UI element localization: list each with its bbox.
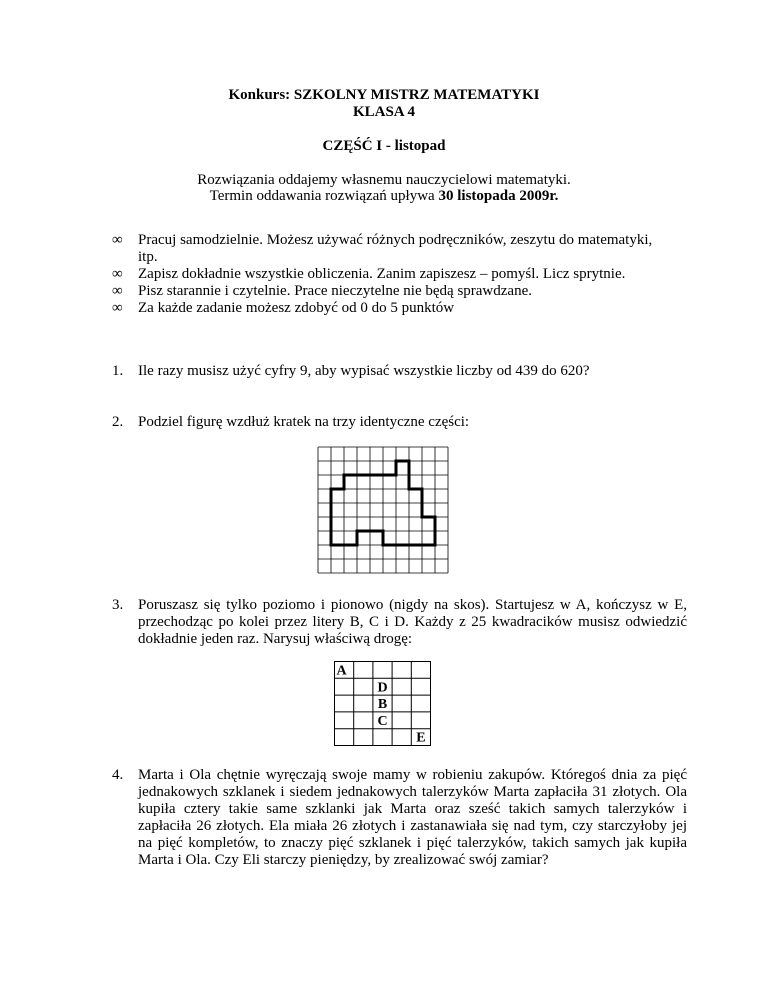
grid-letter-d: D [377,680,388,696]
task-number: 3. [112,597,124,613]
rule-text: Pracuj samodzielnie. Możesz używać różnych podręczników, zeszytu do matematyki, [138,232,653,248]
class-title: KLASA 4 [352,104,416,120]
infinity-bullet-icon: ∞ [112,266,123,282]
task-number: 4. [112,767,124,783]
rule-item [112,266,687,283]
rule-text: Zapisz dokładnie wszystkie obliczenia. Zanim zapiszesz – pomyśl. Licz sprytnie. [138,266,626,282]
task-text: Poruszasz się tylko poziomo i pionowo (nigdy na skos). Startujesz w A, kończysz w E, przechodząc po kolei przez litery B, C i D. Każdy z 25 kwadracików musisz odwiedzić dokładnie jeden raz. Narysuj właściwą drogę: [138,597,687,647]
deadline-line [0,188,768,205]
task-1 [112,363,687,380]
path-grid [333,660,433,748]
task-text: Podziel figurę wzdłuż kratek na trzy identyczne części: [138,414,470,430]
infinity-bullet-icon: ∞ [112,283,123,299]
grid-letter-b: B [377,697,388,713]
grid-letter-e: E [416,730,426,746]
rule-text: Za każde zadanie możesz zdobyć od 0 do 5 punktów [138,300,455,316]
grid-letter-c: C [377,713,388,729]
rule-item [112,232,687,249]
rule-item [112,300,687,317]
infinity-bullet-icon: ∞ [112,232,123,248]
instructions-line1: Rozwiązania oddajemy własnemu nauczycielowi matematyki. [197,172,571,188]
task-text: Marta i Ola chętnie wyręczają swoje mamy w robieniu zakupów. Któregoś dnia za pięć jednakowych szklanek i siedem jednakowych talerzyków Marta zapłaciła 31 złotych. Ola kupiła cztery takie same szklanki jak Marta oraz sześć takich samych talerzyków i zapłaciła 26 złotych. Ela miała 26 złotych i zastanawiała się nad tym, czy starczyłoby jej na pięć kompletów, to znaczy pięć szklanek i pięć talerzyków, takich samych jak kupiła Marta i Ola. Czy Eli starczy pieniędzy, by zrealizować swój zamiar? [138,767,687,868]
figure-grid [316,445,450,575]
grid-letter-a: A [336,663,347,679]
task-number: 1. [112,363,124,379]
contest-title: Konkurs: SZKOLNY MISTRZ MATEMATYKI [228,87,540,103]
task-4 [112,767,687,869]
rule-text: Pisz starannie i czytelnie. Prace nieczytelne nie będą sprawdzane. [138,283,532,299]
part-title: CZĘŚĆ I - listopad [322,138,446,154]
rule-text: itp. [138,249,158,265]
rule-item [112,283,687,300]
task-number: 2. [112,414,124,430]
task-2 [112,414,687,431]
infinity-bullet-icon: ∞ [112,300,123,316]
rule-item-continuation [112,249,687,266]
task-3 [112,597,687,648]
grid-lines [318,447,448,573]
deadline-prefix: Termin oddawania rozwiązań upływa [209,188,439,204]
task-text: Ile razy musisz użyć cyfry 9, aby wypisać wszystkie liczby od 439 do 620? [138,363,590,379]
deadline-date: 30 listopada 2009r. [438,188,559,204]
rules-list [112,232,687,317]
